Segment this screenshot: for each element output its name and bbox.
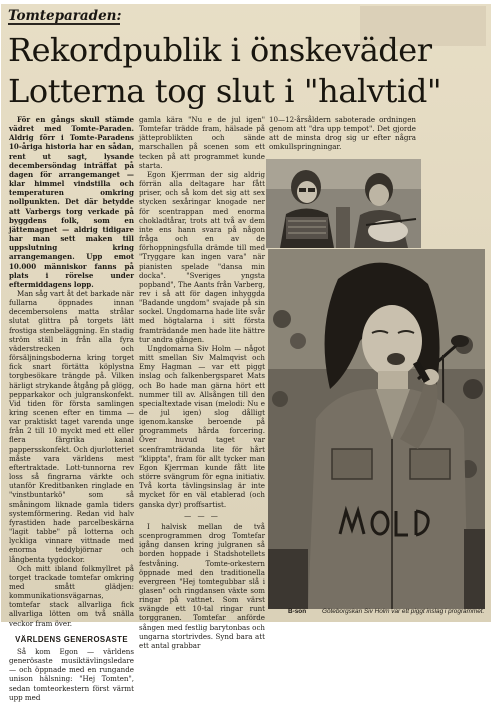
photo-singer bbox=[268, 249, 485, 609]
section-rubric: Tomteparaden: bbox=[8, 8, 122, 24]
article-paragraph: Så kom Egon — världens generösaste musiktävlingsledare — och öppnade med en rungande unison hälsning: "Hej Tomten", sedan tomteorkestern först värmt upp med bbox=[9, 646, 134, 702]
article-paragraph: Och mitt ibland folkmyllret på torget trackade tomtefar omkring med smått glädjen: kommunikationsvägarnas, tomtefar stack allvarliga fick allvarliga lötten om två snälla veckor fram över. bbox=[9, 563, 134, 628]
headline-line-2: Lotterna tog slut i "halvtid" bbox=[8, 72, 442, 110]
article-column-1 bbox=[9, 115, 135, 702]
article-column-2 bbox=[139, 115, 265, 650]
article-paragraph: Egon Kjerrman der sig aldrig förrän alla deltagare har fått priser, och så kom det sig att sex stycken sexåringar knogade ner för scentrappan med enorma chokladtårar, trots att två av dem inte ens hann svara på någon fråga och en av de förhoppningsfulla drämde till med "Tryggare kan ingen vara" när pianisten spelade "dansa min docka". "Sveriges yngsta popband", The Aants från Varberg, rev i så att för dagen inhyggda "Badande ungdom" svajade på sin sockel. Ungdomarna hade lite svår med högtalarna i sitt första framträdande men hade lite hättre tur andra gången. bbox=[139, 169, 265, 344]
article-paragraph: Man såg vart åt det barkade när fullarna öppnades innan decembersolens matta strålar slutat glittra på torgets lätt frostiga stenbeläggning. En stadig ström ställ in från alla fyra väderstrecken och försäljningsboderna kring torget fick snart förtätta köplystna torgbesökare trängde på. Vilken härligt strykande åtgång på glögg, pepparkakor och julgranskonfekt. Vid tiden för första samlingen kring scenen efter en timma — var praktiskt taget varenda unge från 2 till 10 myckt med ett eller flera färgrika kanal pappersskonfekt. Och djurlotteriet måste vara världens mest eftertraktade. Lott-tunnorna rev loss så fingrarna värkte och utanför Kreditbanken ringlade en "vinstbuntarkö" som så småningom liknade gamla tiders systemförmering. Redan vid halv fyrastiden hade parcelbeskärna "lagit tabbe" på lotterna och lyckliga vinnare vittnade med enorma teddybjörnar och långbenta tygdockor. bbox=[9, 288, 135, 564]
section-separator: — — — bbox=[184, 510, 220, 520]
article-paragraph: I halvisk mellan de två scenprogrammen drog Tomtefar igång dansen kring julgranen så borden hoppade i Stadshotellets festvåning. Tomte-orkestern öppnade med den traditionella evergreen "Hej tomtegubbar slå i glasen" och ringdansen växte som ringar på vattnet. Som värst svängde ett 10-tal ringar runt torggranen. Tomtefar anförde sången med festlig barytonbas och ungarna stortrivdes. Synd bara att ett antal grabbar bbox=[139, 521, 265, 650]
article-column-3 bbox=[269, 115, 416, 161]
article-lead: För en gångs skull stämde vädret med Tomte-Paraden. Aldrig förr i Tomte-Paradens 10-åriga historia har en sådan, rent ut sagt, lysande decembersöndag inträffat på dagen för arrangemanget — klar himmel vindstilla och temperaturen omkring nollpunkten. Det där betydde att Varbergs torg verkade på byggdens folk, som en jättemagnet — aldrig tidigare har man sett maken till uppslutning kring arrangemangen. Upp emot 10.000 människor fanns på plats i rörelse under eftermiddagens lopp. bbox=[9, 115, 134, 289]
photo-credit: B-son bbox=[288, 608, 307, 615]
musicians-illustration bbox=[266, 159, 421, 248]
article-paragraph: Ungdomarna Siv Holm — något mitt smellan Siv Malmqvist och Emy Hagman — var ett piggt inslag och falkenbergsparet Mats och Bo hade man gärna hört ett nummer till av. Allsången till den speciaItextade visan (melodi: Nu e de jul igen) slog dålligt igenom.kanske beroende på programmets hårda forcering. Över huvud taget var scenframträdanda lite för hårt "klippta", fram för allt tycker man Egon Kjerrman kunde fått lite större svängrum för egna initiativ. Två korta tävlingsinslag är inte mycket för en väl etablerad (och ganska dyr) proffsartist. bbox=[139, 343, 265, 509]
show-through-text bbox=[140, 8, 480, 28]
photo-caption: Göteborgskan Siv Holm var ett piggt inslag i programmet. bbox=[322, 608, 485, 615]
article-paragraph: gamla kära "Nu e de jul igen" Tomtefar trädde fram, hälsade på jätteproblikten och sände marschallen på scenen som ett tecken på att programmet kunde starta. bbox=[139, 115, 265, 170]
singer-illustration bbox=[268, 249, 485, 609]
article-paragraph: 10—12-årsåldern saboterade ordningen genom att "dra upp tempot". Det gjorde att de minsta drog sig ur efter några omkullspringningar. bbox=[269, 115, 416, 152]
photo-musicians bbox=[266, 159, 421, 248]
headline-line-1: Rekordpublik i önskeväder bbox=[8, 31, 432, 69]
article-subheading: VÄRLDENS GENEROSASTE bbox=[15, 634, 128, 644]
